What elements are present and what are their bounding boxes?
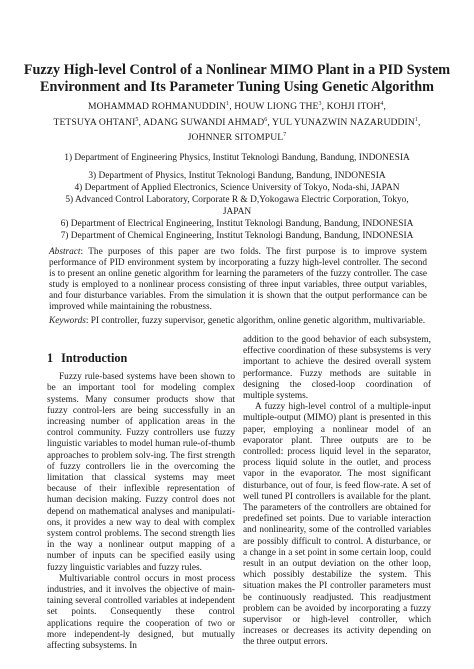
- section-title: Introduction: [61, 351, 128, 365]
- paper-title: [20, 62, 454, 96]
- author-separator: ,: [267, 116, 273, 128]
- author-separator: ,: [321, 101, 327, 113]
- author-name: HOUW LIONG THE: [234, 101, 319, 113]
- author-affiliation-mark: 3: [318, 101, 322, 107]
- right-column: [243, 335, 431, 649]
- authors-line-1: [20, 98, 454, 114]
- author-name: KOHJI ITOH: [326, 101, 381, 113]
- affiliation-7: 7) Department of Chemical Engineering, Institut Teknologi Bandung, Bandung, INDONESIA: [60, 231, 414, 241]
- author-name: JOHNNER SITOMPUL: [187, 132, 284, 144]
- author-affiliation-mark: 5: [135, 116, 139, 123]
- intro-paragraph-2: Multivariable control occurs in most process industries, and it involves the objective of main-taining several controlled variables at independent set points. Consequently these control applications require the cooperation of two or more independent-ly designed, but mutually affecting subsystems. In: [47, 573, 235, 652]
- author-separator: ,: [229, 101, 235, 113]
- authors-line-3: [20, 129, 454, 145]
- affiliation-3: 3) Department of Physics, Institut Teknologi Bandung, Bandung, INDONESIA: [88, 171, 386, 181]
- intro-paragraph-3: addition to the good behavior of each subsystem, effective coordination of these subsystems is very important to achieve the desired overall system performance. Fuzzy methods are suitable in designing the closed-loop coordination of multiple systems.: [243, 335, 431, 402]
- section-heading: [47, 353, 235, 364]
- keywords-label: Keywords: [49, 316, 86, 326]
- abstract-text: : The purposes of this paper are two folds. The first purpose is to improve system performance of PID environment system by incorporating a fuzzy high-level controller. The second is to present an online genetic algorithm for learning the parameters of the fuzzy controller. The case study is employed to a nonlinear process consisting of three input variables, three output variables, and four disturbance variables. From the simulation it is shown that the output performance can be improved while maintaining the robustness.: [49, 247, 427, 313]
- affiliation-6: 6) Department of Electrical Engineering, Institut Teknologi Bandung, Bandung, INDONESIA: [60, 219, 414, 229]
- author-name: YUL YUNAZWIN NAZARUDDIN: [272, 116, 415, 128]
- left-column: [47, 335, 235, 652]
- title-line-1: Fuzzy High-level Control of a Nonlinear MIMO Plant in a PID System: [23, 62, 451, 78]
- affiliation-4: 4) Department of Applied Electronics, Science University of Tokyo, Noda-shi, JAPAN: [74, 183, 400, 193]
- abstract: [49, 247, 427, 314]
- affiliation-5-cont: JAPAN: [222, 207, 252, 217]
- keywords: [49, 316, 427, 327]
- intro-paragraph-4: A fuzzy high-level control of a multiple-input multiple-output (MIMO) plant is presented in this paper, employing a nonlinear model of an evaporator plant. Three outputs are to be controlled: process liquid level in the separator, process liquid solute in the outlet, and process vapor in the evaporator. The most significant disturbance, out of four, is feed flow-rate. A set of well tuned PI controllers is available for the plant. The parameters of the controllers are obtained for predefined set points. Due to variable interaction and nonlinearity, some of the controlled variables are possibly difficult to control. A disturbance, or a change in a set point in some certain loop, could result in an output deviation on the other loop, which possibly destabilize the system. This situation makes the PI controller parameters must be continuously readjusted. This readjustment problem can be avoided by incorporating a fuzzy supervisor or high-level controller, which increases or decreases its activity depending on the three output errors.: [243, 402, 431, 648]
- author-separator: ,: [417, 116, 421, 128]
- author-affiliation-mark: 6: [264, 116, 268, 123]
- author-list: [20, 98, 454, 145]
- affiliation-5: 5) Advanced Control Laboratory, Corporate R & D,Yokogawa Electric Corporation, Tokyo,: [65, 195, 409, 205]
- author-separator: ,: [138, 116, 143, 128]
- author-name: TETSUYA OHTANI: [53, 116, 136, 128]
- author-affiliation-mark: 4: [380, 101, 384, 107]
- author-affiliation-mark: 1: [414, 116, 418, 123]
- affiliation-1: 1) Department of Engineering Physics, Institut Teknologi Bandung, Bandung, INDONESIA: [64, 153, 410, 163]
- abstract-label: Abstract: [49, 247, 81, 257]
- author-name: ADANG SUWANDI AHMAD: [143, 116, 265, 128]
- keywords-text: : PI controller, fuzzy supervisor, genetic algorithm, online genetic algorithm, multivariable.: [85, 316, 426, 326]
- title-line-2: Environment and Its Parameter Tuning Using Genetic Algorithm: [40, 79, 434, 95]
- intro-paragraph-1: Fuzzy rule-based systems have been shown to be an important tool for modeling complex systems. Many consumer products show that fuzzy control-lers are being successfully in an increasing number of application areas in the control community. Fuzzy controllers use fuzzy linguistic variables to model human rule-of-thumb approaches to problem solv-ing. The first strength of fuzzy controllers lie in the overcoming the limitation that classical systems may meet because of their inflexible representation of human decision making. Fuzzy control does not depend on mathematical analyses and manipulati-ons, it provides a new way to deal with complex system control problems. The second strength lies in the way a nonlinear output mapping of a number of inputs can be specified easily using fuzzy linguistic variables and fuzzy rules.: [47, 372, 235, 573]
- author-name: MOHAMMAD ROHMANUDDIN: [87, 101, 227, 113]
- authors-line-2: [20, 114, 454, 130]
- section-number: 1: [47, 351, 54, 365]
- author-affiliation-mark: 7: [283, 132, 287, 139]
- author-separator: ,: [383, 101, 387, 113]
- author-affiliation-mark: 1: [226, 101, 230, 107]
